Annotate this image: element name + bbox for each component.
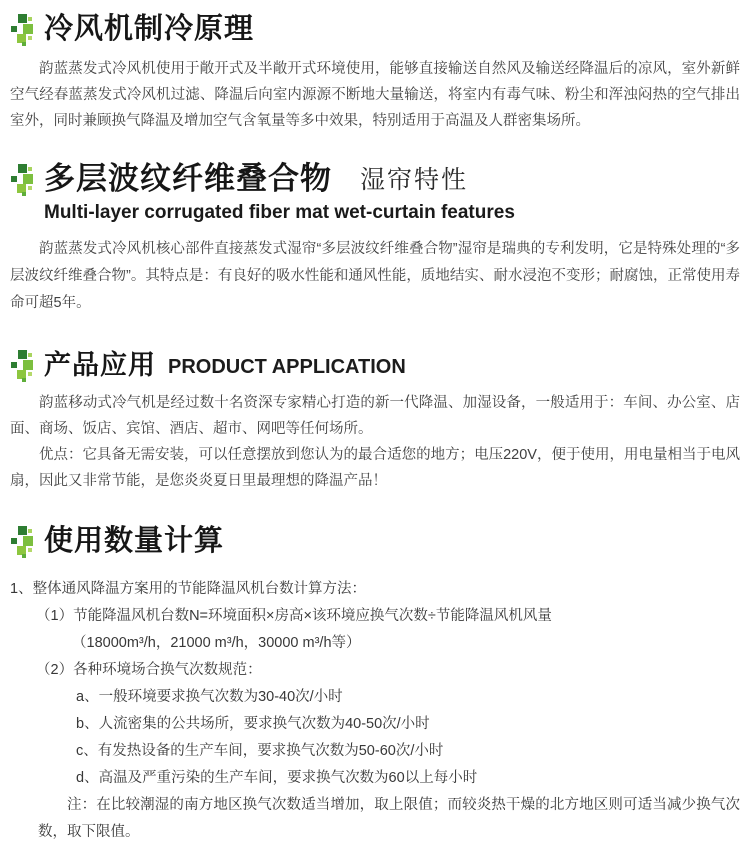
calc-formula: （1）节能降温风机台数N=环境面积×房高×该环境应换气次数÷节能降温风机风量 xyxy=(36,608,552,624)
section-cooling-principle xyxy=(10,12,740,134)
calc-rules-title: （2）各种环境场合换气次数规范： xyxy=(36,662,262,678)
calc-rule-item: d、高温及严重污染的生产车间，要求换气次数为60以上每小时 xyxy=(76,770,478,786)
calc-formula-airflow-note: （18000m³/h，21000 m³/h，30000 m³/h等） xyxy=(72,635,361,651)
section-header xyxy=(10,12,740,47)
section-wet-curtain-features xyxy=(10,162,740,317)
section-paragraph: 韵蓝蒸发式冷风机使用于敞开式及半敞开式环境使用，能够直接输送自然风及输送经降温后的凉风，室外新鲜空气经春蓝蒸发式冷风机过滤、降温后向室内源源不断地大量输送，将室内有毒气味、粉尘和浑浊闷热的空气排出室外，同时兼顾换气降温及增加空气含氧量等多中效果，特别适用于高温及人群密集场所。 xyxy=(10,61,740,129)
section-quantity-calculation xyxy=(10,524,740,846)
section-title: 冷风机制冷原理 xyxy=(44,13,255,45)
calc-note: 注：在比较潮湿的南方地区换气次数适当增加，取上限值；而较炎热干燥的北方地区则可适当减少换气次数，取下限值。 xyxy=(38,797,740,840)
section-subtitle: 湿帘特性 xyxy=(360,166,469,194)
section-product-application xyxy=(10,348,740,494)
calc-rule-item: a、一般环境要求换气次数为30-40次/小时 xyxy=(76,689,343,705)
section-title: 产品应用 xyxy=(44,350,156,380)
section-title: 多层波纹纤维叠合物 xyxy=(44,161,332,196)
pixel-arrow-icon xyxy=(10,13,36,47)
pixel-arrow-icon xyxy=(10,349,36,383)
section-paragraph: 韵蓝蒸发式冷风机核心部件直接蒸发式湿帘“多层波纹纤维叠合物”湿帘是瑞典的专利发明，它是特殊处理的“多层波纹纤维叠合物”。其特点是：有良好的吸水性能和通风性能，质地结实、耐水浸泡不变形；耐腐蚀，正常使用寿命可超5年。 xyxy=(10,241,740,311)
pixel-arrow-icon xyxy=(10,525,36,559)
section-subtitle-english: Multi-layer corrugated fiber mat wet-curtain features xyxy=(44,202,515,223)
section-title-english: PRODUCT APPLICATION xyxy=(168,356,406,378)
section-paragraph: 优点：它具备无需安装，可以任意摆放到您认为的最合适您的地方；电压220V，便于使用，用电量相当于电风扇，因此又非常节能，是您炎炎夏日里最理想的降温产品！ xyxy=(10,447,740,489)
section-paragraph: 韵蓝移动式冷气机是经过数十名资深专家精心打造的新一代降温、加湿设备，一般适用于：车间、办公室、店面、商场、饭店、宾馆、酒店、超市、网吧等任何场所。 xyxy=(10,395,740,437)
pixel-arrow-icon xyxy=(10,163,36,197)
calc-rule-item: c、有发热设备的生产车间，要求换气次数为50-60次/小时 xyxy=(76,743,444,759)
section-header xyxy=(10,348,740,383)
calc-intro: 1、整体通风降温方案用的节能降温风机台数计算方法： xyxy=(10,581,367,597)
calc-rule-item: b、人流密集的公共场所，要求换气次数为40-50次/小时 xyxy=(76,716,430,732)
section-title: 使用数量计算 xyxy=(44,525,225,557)
section-header xyxy=(10,524,740,559)
calculation-block xyxy=(10,576,740,846)
section-header xyxy=(10,162,740,198)
